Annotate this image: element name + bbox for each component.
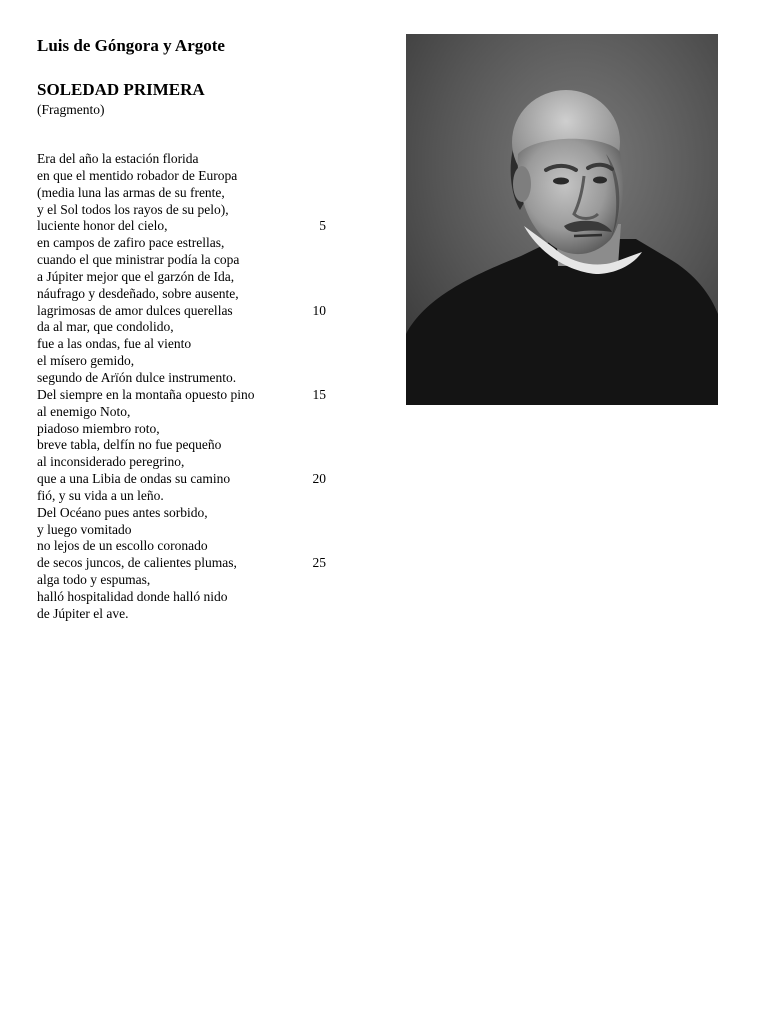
verse-line [37,252,337,269]
portrait-painting [406,34,718,405]
verse-text: halló hospitalidad donde halló nido [37,588,228,604]
portrait-ear [513,166,531,202]
verse-text: que a una Libia de ondas su camino [37,471,231,487]
verse-line [37,370,337,387]
verse-number: 5 [319,218,326,234]
verse-text: cuando el que ministrar podía la copa [37,252,240,268]
verse-line [37,437,337,454]
verse-line [37,269,337,286]
verse-line [37,522,337,539]
poem-verses [37,151,337,623]
verse-number: 20 [312,471,326,487]
verse-text: y luego vomitado [37,521,132,537]
verse-text: fue a las ondas, fue al viento [37,336,192,352]
verse-text: el mísero gemido, [37,353,135,369]
verse-text: de Júpiter el ave. [37,605,129,621]
verse-text: en campos de zafiro pace estrellas, [37,235,225,251]
verse-text: segundo de Arïón dulce instrumento. [37,369,237,385]
verse-text: de secos juncos, de calientes plumas, [37,555,237,571]
verse-text: lagrimosas de amor dulces querellas [37,302,233,318]
verse-line [37,218,337,235]
verse-line [37,185,337,202]
verse-line [37,488,337,505]
verse-line [37,353,337,370]
verse-text: náufrago y desdeñado, sobre ausente, [37,285,239,301]
verse-line [37,387,337,404]
verse-line [37,404,337,421]
verse-line [37,202,337,219]
verse-text: da al mar, que condolido, [37,319,174,335]
verse-text: no lejos de un escollo coronado [37,538,208,554]
verse-text: luciente honor del cielo, [37,218,168,234]
verse-text: piadoso miembro roto, [37,420,160,436]
verse-text: Del siempre en la montaña opuesto pino [37,386,255,402]
verse-text: en que el mentido robador de Europa [37,167,238,183]
verse-line [37,151,337,168]
verse-line [37,538,337,555]
author-name: Luis de Góngora y Argote [37,36,225,55]
poem-subtitle: (Fragmento) [37,102,105,117]
verse-number: 10 [312,302,326,318]
verse-line [37,555,337,572]
verse-line [37,319,337,336]
portrait-eye-left [553,178,569,185]
verse-text: alga todo y espumas, [37,572,151,588]
verse-line [37,303,337,320]
verse-line [37,589,337,606]
verse-line [37,421,337,438]
verse-text: Era del año la estación florida [37,151,199,166]
verse-line [37,336,337,353]
verse-text: breve tabla, delfín no fue pequeño [37,437,222,453]
verse-line [37,606,337,623]
portrait-eye-right [593,177,607,184]
verse-text: Del Océano pues antes sorbido, [37,504,208,520]
verse-line [37,454,337,471]
verse-text: (media luna las armas de su frente, [37,184,225,200]
verse-text: y el Sol todos los rayos de su pelo), [37,201,229,217]
verse-line [37,572,337,589]
verse-text: fió, y su vida a un leño. [37,487,164,503]
verse-line [37,505,337,522]
verse-text: al enemigo Noto, [37,403,131,419]
poem-title: SOLEDAD PRIMERA [37,80,205,99]
verse-line [37,471,337,488]
verse-text: al inconsiderado peregrino, [37,454,185,470]
verse-line [37,168,337,185]
portrait-image [406,34,718,405]
verse-line [37,235,337,252]
verse-number: 25 [312,555,326,571]
verse-text: a Júpiter mejor que el garzón de Ida, [37,268,235,284]
verse-number: 15 [312,386,326,402]
verse-line [37,286,337,303]
